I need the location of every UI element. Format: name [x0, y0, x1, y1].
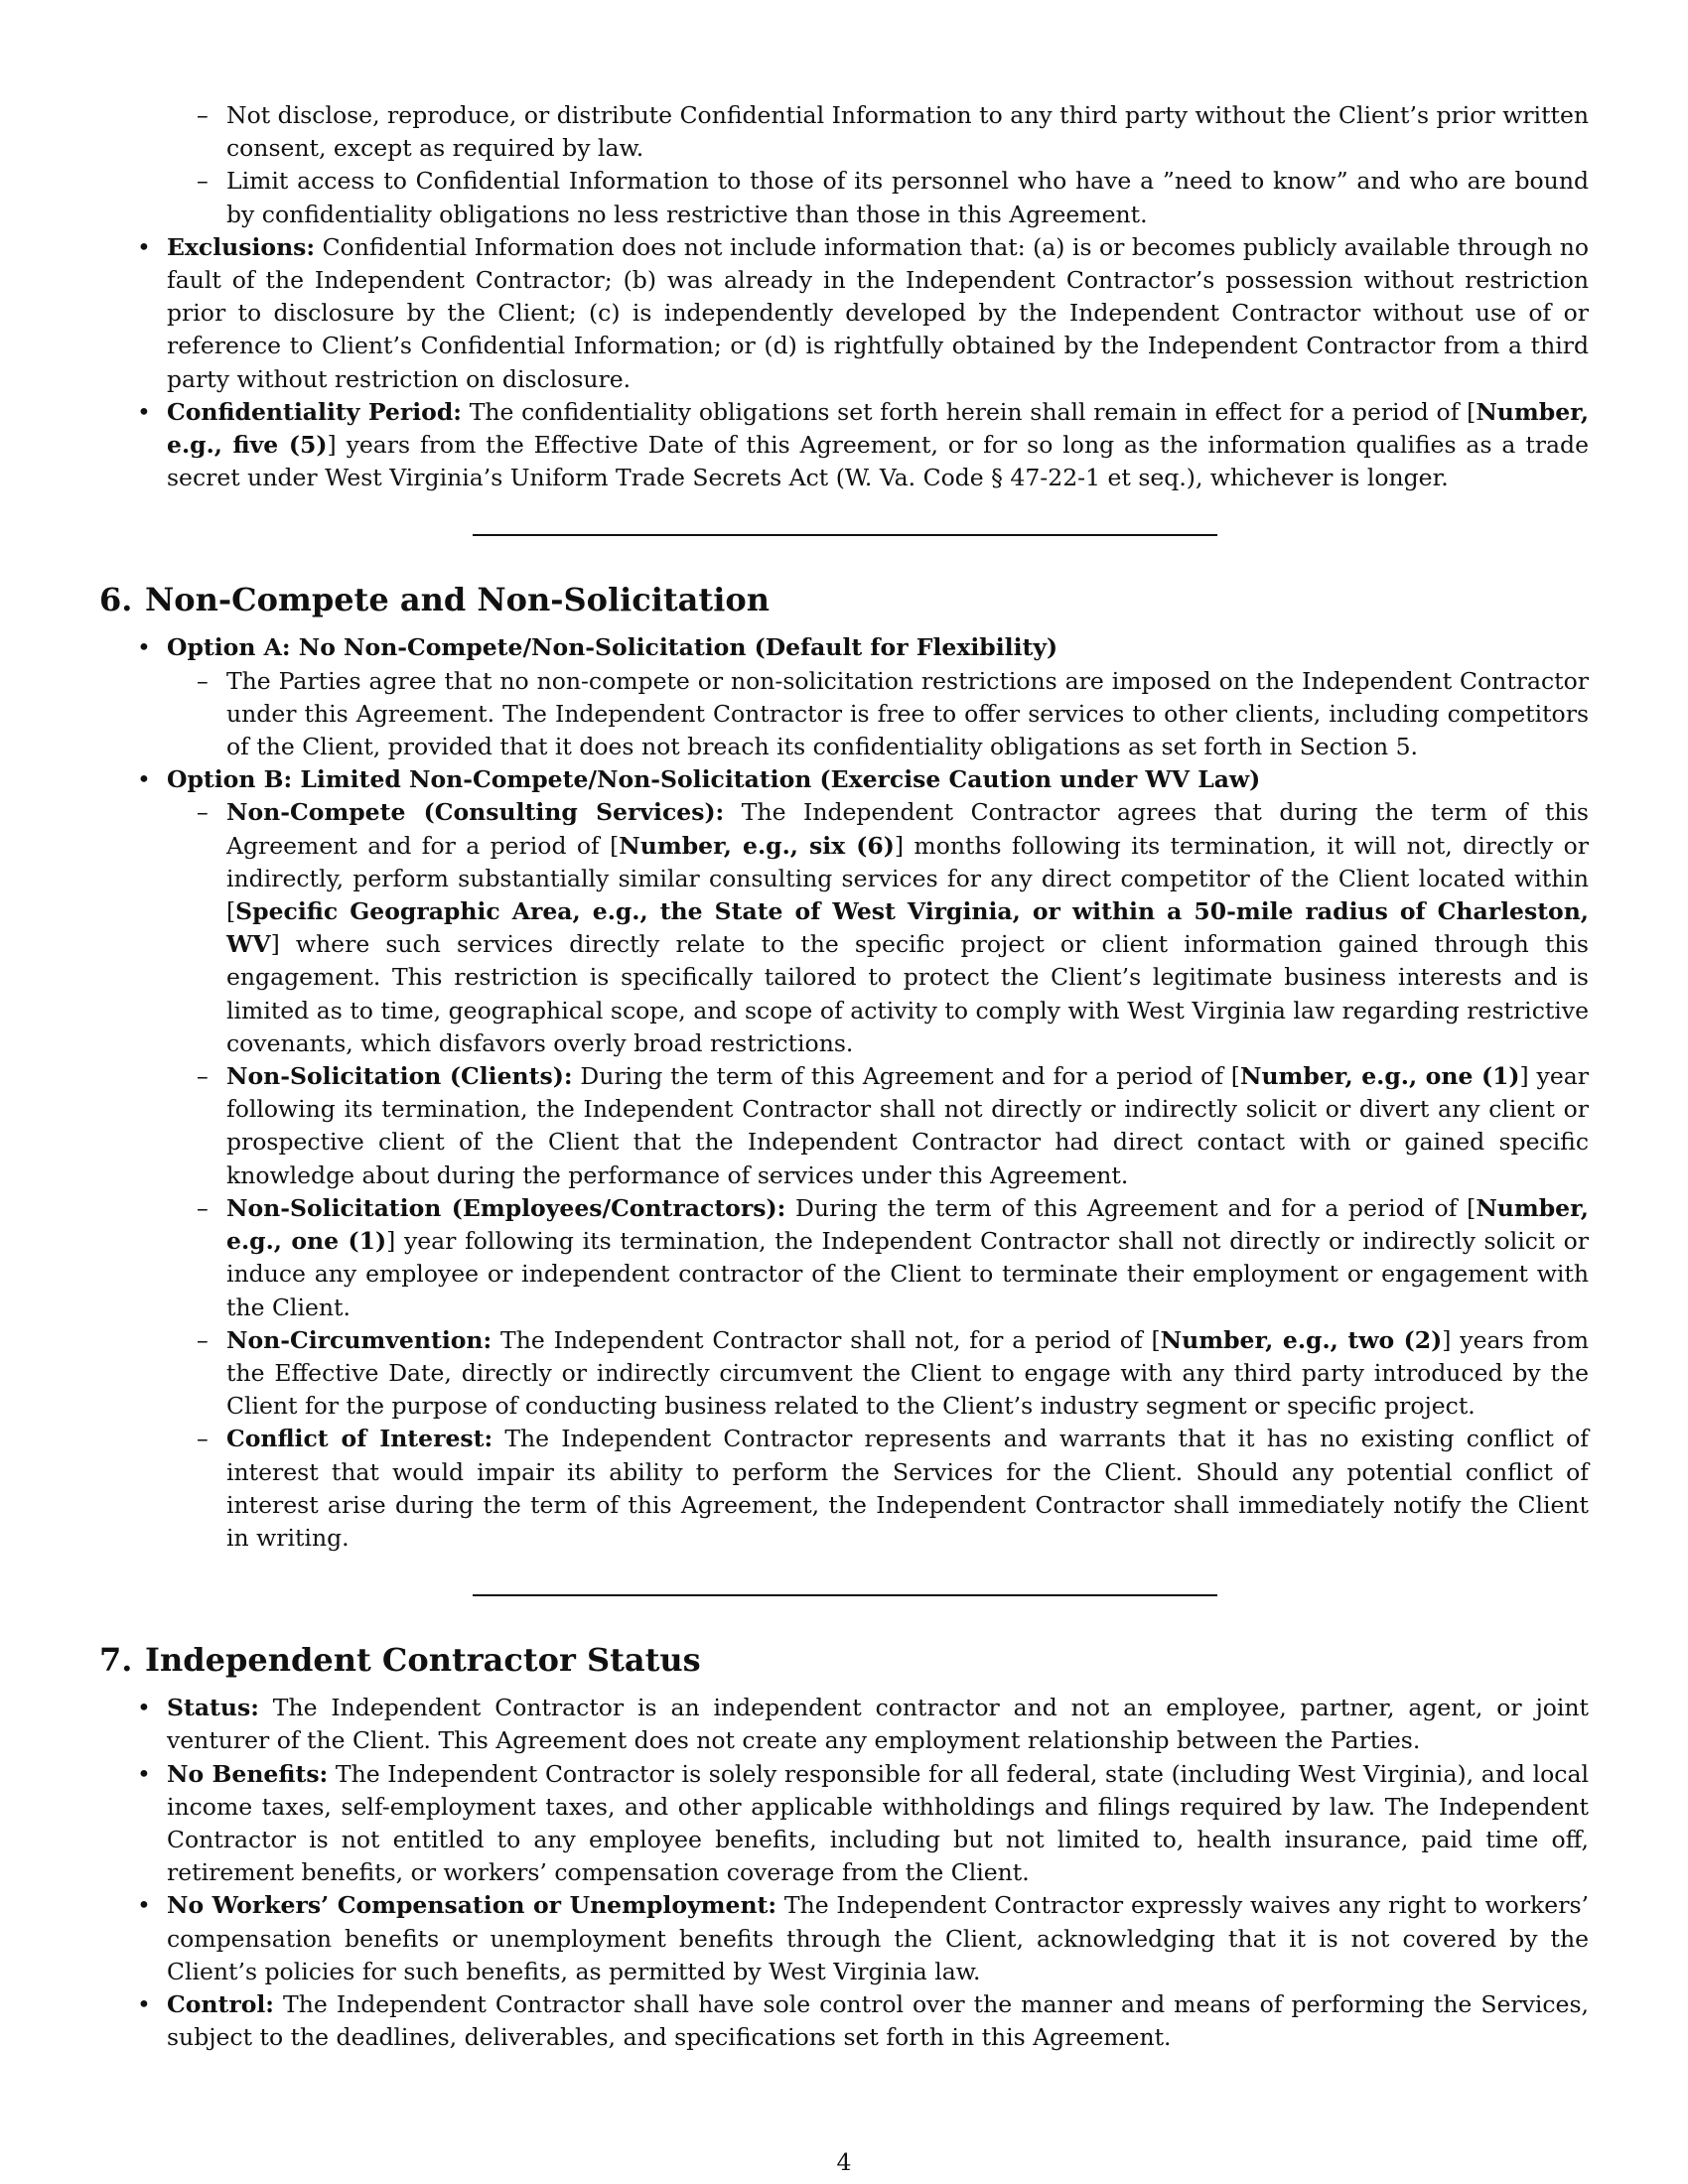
list-item-non-solicitation-employees: – Non-Solicitation (Employees/Contractors): During the term of this Agreement and for a period of [Number, e.g., one (1)] year following its termination, the Independent Contractor shall not directly or indirectly solicit or induce any employee or independent contractor of the Client to terminate their employment or engagement with the Client. [167, 1192, 1589, 1324]
list-item-status: • Status: The Independent Contractor is an independent contractor and not an employee, partner, agent, or joint venturer of the Client. This Agreement does not create any employment relationship between the Parties. [167, 1692, 1589, 1757]
list-item-option-a: • Option A: No Non-Compete/Non-Solicitation (Default for Flexibility) – The Parties agree that no non-compete or non-solicitation restrictions are imposed on the Independent Contractor under this Agreement. The Independent Contractor is free to offer services to other clients, including competitors of the Client, provided that it does not breach its confidentiality obligations as set forth in Section 5. [167, 631, 1589, 763]
section-divider [473, 534, 1217, 536]
confidentiality-period-label: Confidentiality Period: [167, 397, 462, 426]
list-item-non-compete: – Non-Compete (Consulting Services): The Independent Contractor agrees that during the term of this Agreement and for a period of [Number, e.g., six (6)] months following its termination, it will not, directly or indirectly, perform substantially similar consulting services for any direct competitor of the Client located within [Specific Geographic Area, e.g., the State of West Virginia, or within a 50-mile radius of Charleston, WV] where such services directly relate to the specific project or client information gained through this engagement. This restriction is specifically tailored to protect the Client’s legitimate business interests and is limited as to time, geographical scope, and scope of activity to comply with West Virginia law regarding restrictive covenants, which disfavors overly broad restrictions. [167, 796, 1589, 1060]
section-heading-6: 6. Non-Compete and Non-Solicitation [99, 581, 770, 619]
section-heading-7: 7. Independent Contractor Status [99, 1641, 701, 1680]
exclusions-label: Exclusions: [167, 232, 316, 261]
list-item-control: • Control: The Independent Contractor shall have sole control over the manner and means of performing the Services, subject to the deadlines, deliverables, and specifications set forth in this Agreement. [167, 1988, 1589, 2054]
document-page [99, 99, 1589, 2054]
sub-list [167, 99, 1589, 231]
list-item-confidentiality-period: • Confidentiality Period: The confidentiality obligations set forth herein shall remain in effect for a period of [Number, e.g., five (5)] years from the Effective Date of this Agreement, or for so long as the information qualifies as a trade secret under West Virginia’s Uniform Trade Secrets Act (W. Va. Code § 47-22-1 et seq.), whichever is longer. [167, 396, 1589, 495]
section7-list [167, 1692, 1589, 2054]
section6-list [167, 631, 1589, 1555]
list-item [167, 99, 1589, 231]
list-item-non-circumvention: – Non-Circumvention: The Independent Contractor shall not, for a period of [Number, e.g., two (2)] years from the Effective Date, directly or indirectly circumvent the Client to engage with any third party introduced by the Client for the purpose of conducting business related to the Client’s industry segment or specific project. [167, 1324, 1589, 1424]
section5-list [167, 99, 1589, 494]
list-item: – The Parties agree that no non-compete or non-solicitation restrictions are imposed on the Independent Contractor under this Agreement. The Independent Contractor is free to offer services to other clients, including competitors of the Client, provided that it does not breach its confidentiality obligations as set forth in Section 5. [167, 665, 1589, 764]
list-item-conflict-of-interest: – Conflict of Interest: The Independent Contractor represents and warrants that it has no existing conflict of interest that would impair its ability to perform the Services for the Client. Should any potential conflict of interest arise during the term of this Agreement, the Independent Contractor shall immediately notify the Client in writing. [167, 1423, 1589, 1555]
list-item-no-workers-comp: • No Workers’ Compensation or Unemployment: The Independent Contractor expressly waives any right to workers’ compensation benefits or unemployment benefits through the Client, acknowledging that it is not covered by the Client’s policies for such benefits, as permitted by West Virginia law. [167, 1889, 1589, 1988]
section-divider [473, 1594, 1217, 1596]
list-item-non-solicitation-clients: – Non-Solicitation (Clients): During the term of this Agreement and for a period of [Number, e.g., one (1)] year following its termination, the Independent Contractor shall not directly or indirectly solicit or divert any client or prospective client of the Client that the Independent Contractor had direct contact with or gained specific knowledge about during the performance of services under this Agreement. [167, 1060, 1589, 1192]
page-number: 4 [836, 2148, 852, 2176]
list-item-no-benefits: • No Benefits: The Independent Contractor is solely responsible for all federal, state (including West Virginia), and local income taxes, self-employment taxes, and other applicable withholdings and filings required by law. The Independent Contractor is not entitled to any employee benefits, including but not limited to, health insurance, paid time off, retirement benefits, or workers’ compensation coverage from the Client. [167, 1758, 1589, 1890]
list-item: – Limit access to Confidential Information to those of its personnel who have a ”need to know” and who are bound by confidentiality obligations no less restrictive than those in this Agreement. [167, 165, 1589, 230]
sub-list [167, 796, 1589, 1555]
list-item: – Not disclose, reproduce, or distribute Confidential Information to any third party without the Client’s prior written consent, except as required by law. [167, 99, 1589, 165]
list-item-option-b: • Option B: Limited Non-Compete/Non-Solicitation (Exercise Caution under WV Law) – Non-Compete (Consulting Services): The Independent Contractor agrees that during the term of this Agreement and for a period of [Number, e.g., six (6)] months following its termination, it will not, directly or indirectly, perform substantially similar consulting services for any direct competitor of the Client located within [Specific Geographic Area, e.g., the State of West Virginia, or within a 50-mile radius of Charleston, WV] where such services directly relate to the specific project or client information gained through this engagement. This restriction is specifically tailored to protect the Client’s legitimate business interests and is limited as to time, geographical scope, and scope of activity to comply with West Virginia law regarding restrictive covenants, which disfavors overly broad restrictions. – Non-Solicitation (Clients): During the term of this Agreement and for a period of [Number, e.g., one (1)] year following its termination, the Independent Contractor shall not directly or indirectly solicit or divert any client or prospective client of the Client that the Independent Contractor had direct contact with or gained specific knowledge about during the performance of services under this Agreement. – Non-Solicitation (Employees/Contractors): During the term of this Agreement and for a period of [Number, e.g., one (1)] year following its termination, the Independent Contractor shall not directly or indirectly solicit or induce any employee or independent contractor of the Client to terminate their employment or engagement with the Client. – Non-Circumvention: The Independent Contractor shall not, for a period of [Number, e.g., two (2)] years from the Effective Date, directly or indirectly circumvent the Client to engage with any third party introduced by the Client for the purpose of conducting business related to the Client’s industry segment or specific project. – Conflict of Interest: The Independent Contractor represents and warrants that it has no existing conflict of interest that would impair its ability to perform the Services for the Client. Should any potential conflict of interest arise during the term of this Agreement, the Independent Contractor shall immediately notify the Client in writing. [167, 763, 1589, 1555]
sub-list [167, 665, 1589, 764]
list-item-exclusions: • Exclusions: Confidential Information does not include information that: (a) is or becomes publicly available through no fault of the Independent Contractor; (b) was already in the Independent Contractor’s possession without restriction prior to disclosure by the Client; (c) is independently developed by the Independent Contractor without use of or reference to Client’s Confidential Information; or (d) is rightfully obtained by the Independent Contractor from a third party without restriction on disclosure. [167, 231, 1589, 396]
